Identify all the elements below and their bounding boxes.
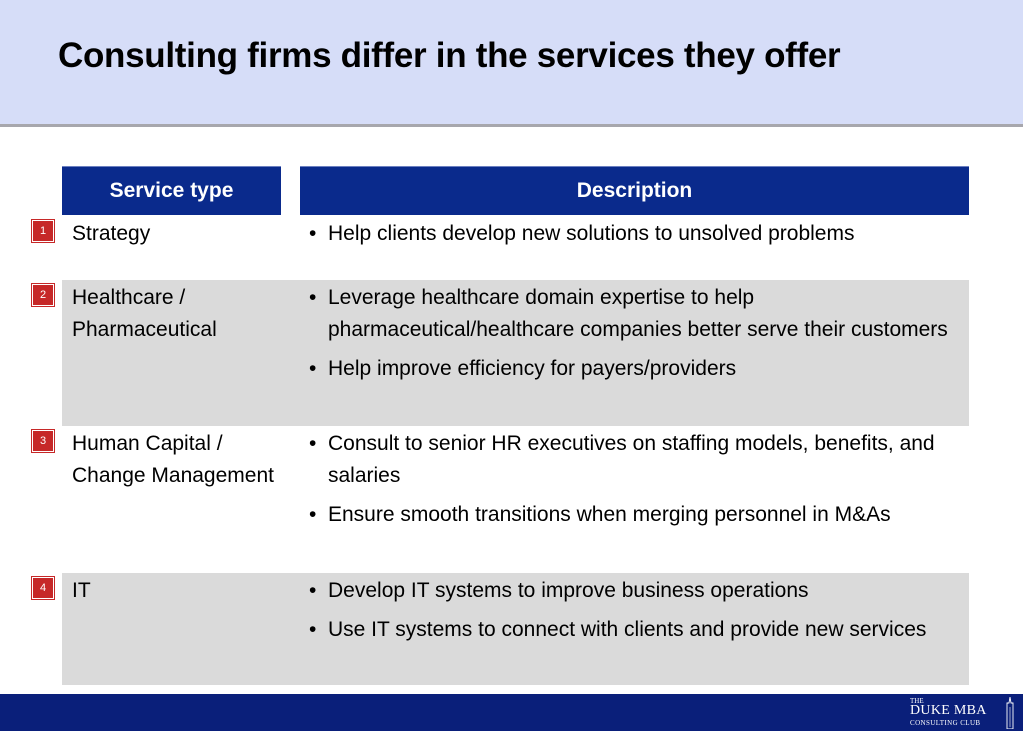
duke-mba-consulting-club-logo (910, 697, 1015, 729)
footer-bar (0, 694, 1023, 731)
logo-text-the: THE (910, 697, 924, 705)
service-type-cell: Human Capital / Change Management (72, 432, 274, 487)
service-type-cell: Strategy (72, 222, 151, 245)
chapel-tower-icon (1005, 697, 1015, 729)
bullet-text: Develop IT systems to improve business operations (328, 579, 809, 602)
description-bullet (309, 575, 959, 607)
table-row-it (39, 573, 969, 685)
title-divider (0, 124, 1023, 127)
description-bullet (309, 218, 959, 250)
header-service-type: Service type (62, 166, 281, 215)
bullet-dot-icon: • (309, 222, 317, 245)
description-bullet (309, 353, 959, 385)
row-number-badge: 1 (32, 220, 54, 242)
header-description: Description (300, 166, 969, 215)
description-list (309, 575, 959, 653)
bullet-text: Leverage healthcare domain expertise to help pharmaceutical/healthcare companies better serve their customers (328, 286, 948, 341)
description-bullet (309, 499, 959, 531)
bullet-text: Ensure smooth transitions when merging personnel in M&As (328, 503, 891, 526)
bullet-text: Help clients develop new solutions to unsolved problems (328, 222, 855, 245)
service-type-cell: IT (72, 579, 91, 602)
description-list (309, 282, 959, 392)
bullet-dot-icon: • (309, 286, 317, 309)
logo-text-duke-mba: DUKE MBA (910, 703, 987, 718)
row-number-badge: 2 (32, 284, 54, 306)
description-bullet (309, 428, 959, 492)
row-number-badge: 4 (32, 577, 54, 599)
title-band (0, 0, 1023, 124)
slide-title: Consulting firms differ in the services they offer (58, 36, 841, 75)
bullet-text: Help improve efficiency for payers/providers (328, 357, 737, 380)
description-bullet (309, 614, 959, 646)
service-type-cell: Healthcare / Pharmaceutical (72, 286, 217, 341)
bullet-dot-icon: • (309, 503, 317, 526)
bullet-dot-icon: • (309, 357, 317, 380)
bullet-text: Use IT systems to connect with clients and provide new services (328, 618, 927, 641)
description-list (309, 218, 959, 257)
row-number-badge: 3 (32, 430, 54, 452)
logo-text-consulting-club: CONSULTING CLUB (910, 719, 981, 727)
table-row-human-capital (39, 426, 969, 572)
bullet-dot-icon: • (309, 432, 317, 455)
bullet-text: Consult to senior HR executives on staffing models, benefits, and salaries (328, 432, 935, 487)
bullet-dot-icon: • (309, 618, 317, 641)
table-row-strategy (39, 216, 969, 278)
bullet-dot-icon: • (309, 579, 317, 602)
description-list (309, 428, 959, 538)
description-bullet (309, 282, 959, 346)
table-row-healthcare (39, 280, 969, 426)
